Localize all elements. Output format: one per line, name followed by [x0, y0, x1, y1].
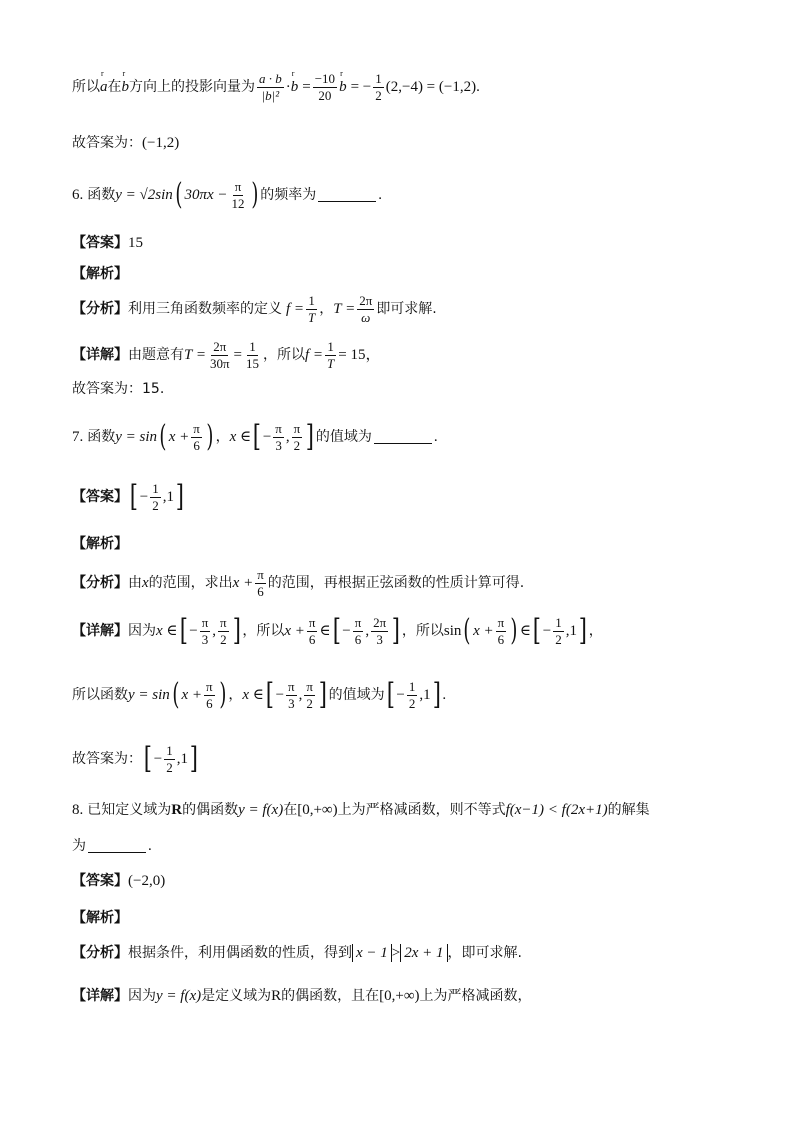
answer-blank — [374, 431, 432, 444]
answer-6: 【答案】 15 — [72, 234, 143, 251]
xiangjie-8: 【详解】 因为 y = f(x) 是定义域为 R 的偶函数，且在 [0,+∞) 上为严格减函数， — [72, 987, 532, 1004]
question-7: 7. 函数 y = sin ( x + $\frac{\pi}{6}$ ) ， x ∈ [ − $\frac{\pi}{3}$ , $\frac{\pi}{2}$ ] 的值域为 . — [72, 419, 438, 455]
text: 方向上的投影向量为 — [129, 78, 255, 95]
fraction: $\frac{2\pi}{30\pi}$ — [209, 339, 230, 371]
answer-line: 故答案为： (−1,2) — [72, 134, 180, 151]
fraction: $\frac{\pi}{2}$ — [293, 421, 301, 453]
fraction: $\frac{a \cdot b}{\text{|b|²}}$ — [259, 71, 282, 103]
fraction: $\frac{1}{2}$ — [375, 71, 382, 103]
fraction: $\frac{\pi}{12}$ — [231, 179, 245, 211]
xiangjie-6: 【详解】 由题意有 T = $\frac{2\pi}{30\pi}$ = $\frac{1}{15}$ ，所以 f = $\frac{1}{T}$ = 15， — [72, 339, 381, 371]
question-8: 8. 已知定义域为 R 的偶函数 y = f(x) 在 [0,+∞) 上为严格减函数，则不等式 f(x−1) < f(2x+1) 的解集 — [72, 801, 650, 818]
jiexi-8: 【解析】 — [72, 910, 128, 926]
vector-b: r b — [122, 78, 130, 96]
answer-7: 【答案】 [ − $\frac{1}{2}$ ,1 ] — [72, 479, 184, 515]
fraction: $\frac{-10}{20}$ — [314, 71, 336, 103]
final-7: 故答案为： [ − $\frac{1}{2}$ ,1 ] — [72, 741, 198, 777]
answer-blank — [318, 189, 376, 202]
q7-conclusion: 所以函数 y = sin ( x + $\frac{\pi}{6}$ ) ， x ∈ [ − $\frac{\pi}{3}$ , $\frac{\pi}{2}$ ] 的值域为 [ − $\frac{1}{2}$ ,1 ] . — [72, 677, 447, 713]
fraction: $\frac{2\pi}{\omega}$ — [359, 293, 373, 325]
final-6: 故答案为：15. — [72, 381, 165, 397]
fenxi-7: 【分析】 由 x 的范围，求出 x + $\frac{\pi}{6}$ 的范围，再根据正弦函数的性质计算可得. — [72, 567, 525, 599]
text: 在 — [107, 78, 122, 95]
fraction: $\frac{1}{2}$ — [152, 481, 159, 513]
text: 所以 — [72, 78, 100, 95]
answer-blank — [88, 840, 146, 853]
fenxi-8: 【分析】 根据条件，利用偶函数的性质，得到 x − 1 > 2x + 1 ，即可求解. — [72, 944, 522, 961]
question-6: 6. 函数 y = √2sin ( 30πx − $\frac{\pi}{12}$ ) 的频率为 . — [72, 177, 383, 213]
fraction: $\frac{1}{15}$ — [246, 339, 259, 371]
fraction: $\frac{1}{T}$ — [308, 293, 316, 325]
fraction: $\frac{\pi}{3}$ — [275, 421, 282, 453]
question-8-cont: 为 . — [72, 837, 152, 854]
fraction: $\frac{\pi}{6}$ — [193, 421, 200, 453]
xiangjie-7: 【详解】 因为 x ∈ [ − $\frac{\pi}{3}$ , $\frac{\pi}{2}$ ] ，所以 x + $\frac{\pi}{6}$ ∈ [ − $\frac{\pi}{6}$ , $\frac{2\pi}{3}$ ] ，所以 sin ( x + $\frac{\pi}{6}$ ) ∈ [ − $\frac{1}{2}$ ,1 ] ， — [72, 613, 603, 649]
fenxi-6: 【分析】 利用三角函数频率的定义 f = $\frac{1}{T}$ ， T = $\frac{2\pi}{\omega}$ 即可求解. — [72, 293, 437, 325]
fraction: $\frac{\pi}{6}$ — [257, 567, 264, 599]
vector-a: r a — [100, 78, 108, 96]
projection-line: 所以 r a 在 r b 方向上的投影向量为 $\frac{a \cdot b}{\text{|b|²}}$ · r b = $\frac{-10}{20}$ r b = − $\frac{1}{2}$ (2,−4) = (−1,2). — [72, 72, 480, 102]
answer-8: 【答案】 (−2,0) — [72, 872, 166, 889]
fraction: $\frac{1}{T}$ — [327, 339, 335, 371]
jiexi-6: 【解析】 — [72, 266, 128, 282]
jiexi-7: 【解析】 — [72, 536, 128, 552]
